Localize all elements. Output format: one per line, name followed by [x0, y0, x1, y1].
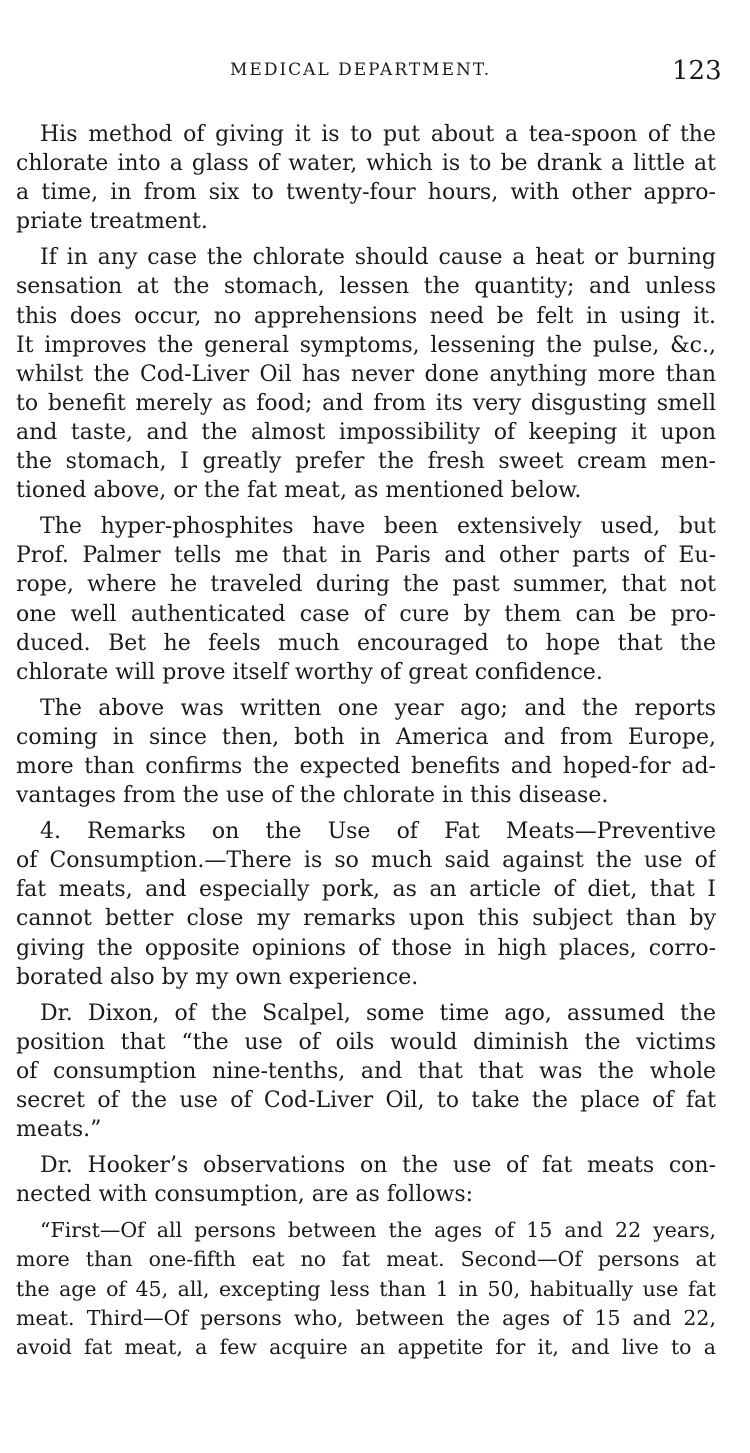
section-heading-line: 4. Remarks on the Use of Fat Meats—Preventive: [40, 819, 716, 845]
paragraph-hyper-phosphites: [16, 512, 716, 687]
text-line: giving the opposite opinions of those in high places, corro-: [16, 935, 716, 961]
text-line: tioned above, or the fat meat, as mentioned below.: [16, 478, 582, 504]
text-line: rope, where he traveled during the past summer, that not: [16, 572, 716, 598]
text-line: priate treatment.: [16, 209, 208, 235]
text-line: “First—Of all persons between the ages of 15 and 22 years,: [40, 1218, 716, 1243]
text-line: cannot better close my remarks upon this subject than by: [16, 906, 716, 932]
text-line: avoid fat meat, a few acquire an appetite for it, and live to a: [16, 1334, 716, 1359]
body-text: [16, 120, 716, 1369]
text-line: one well authenticated case of cure by them can be pro-: [16, 601, 716, 627]
text-line: a time, in from six to twenty-four hours, with other appro-: [16, 180, 716, 206]
text-line: Dr. Hooker’s observations on the use of fat meats con-: [40, 1153, 716, 1179]
paragraph-chlorate-effects: [16, 243, 716, 505]
text-line: If in any case the chlorate should cause a heat or burning: [40, 245, 716, 271]
paragraph-fat-meats-heading: [16, 817, 716, 992]
text-line: of Consumption.—There is so much said against the use of: [16, 848, 716, 874]
paragraph-dr-hooker: [16, 1151, 716, 1209]
paragraph-reports: [16, 694, 716, 810]
text-line: Dr. Dixon, of the Scalpel, some time ago, assumed the: [40, 1000, 716, 1026]
paragraph-dr-dixon: [16, 999, 716, 1144]
text-line: and taste, and the almost impossibility of keeping it upon: [16, 419, 716, 445]
text-line: fat meats, and especially pork, as an article of diet, that I: [16, 877, 716, 903]
text-line: of consumption nine-tenths, and that that was the whole: [16, 1058, 716, 1084]
text-line: His method of giving it is to put about a tea-spoon of the: [40, 122, 716, 147]
text-line: meats.”: [16, 1117, 102, 1143]
text-line: nected with consumption, are as follows:: [16, 1182, 474, 1208]
text-line: more than one-fifth eat no fat meat. Second—Of persons at: [16, 1247, 716, 1272]
text-line: Prof. Palmer tells me that in Paris and other parts of Eu-: [16, 543, 716, 569]
text-line: more than confirms the expected benefits and hoped-for ad-: [16, 753, 716, 779]
text-line: the stomach, I greatly prefer the fresh sweet cream men-: [16, 449, 716, 475]
quotation-hooker-observations: [16, 1216, 716, 1361]
text-line: The above was written one year ago; and the reports: [40, 695, 716, 721]
running-head: MEDICAL DEPARTMENT.: [230, 60, 492, 80]
text-line: It improves the general symptoms, lessening the pulse, &c.,: [16, 332, 716, 358]
text-line: whilst the Cod-Liver Oil has never done anything more than: [16, 361, 716, 387]
page-number: 123: [672, 56, 722, 86]
text-line: The hyper-phosphites have been extensively used, but: [40, 514, 716, 540]
text-line: sensation at the stomach, lessen the quantity; and unless: [16, 274, 716, 300]
text-line: to benefit merely as food; and from its very disgusting smell: [16, 390, 716, 416]
text-line: chlorate into a glass of water, which is to be drank a little at: [16, 151, 716, 177]
text-line: meat. Third—Of persons who, between the ages of 15 and 22,: [16, 1305, 716, 1330]
text-line: this does occur, no apprehensions need be felt in using it.: [16, 303, 716, 329]
text-line: borated also by my own experience.: [16, 964, 419, 990]
text-line: secret of the use of Cod-Liver Oil, to take the place of fat: [16, 1088, 716, 1113]
text-line: vantages from the use of the chlorate in this disease.: [16, 783, 609, 809]
text-line: coming in since then, both in America and from Europe,: [16, 724, 716, 750]
text-line: chlorate will prove itself worthy of great confidence.: [16, 659, 603, 685]
paragraph-chlorate-dosage: [16, 120, 716, 236]
text-line: position that “the use of oils would diminish the victims: [16, 1029, 716, 1055]
text-line: the age of 45, all, excepting less than 1 in 50, habitually use fat: [16, 1276, 716, 1301]
text-line: duced. Bet he feels much encouraged to hope that the: [16, 630, 716, 656]
